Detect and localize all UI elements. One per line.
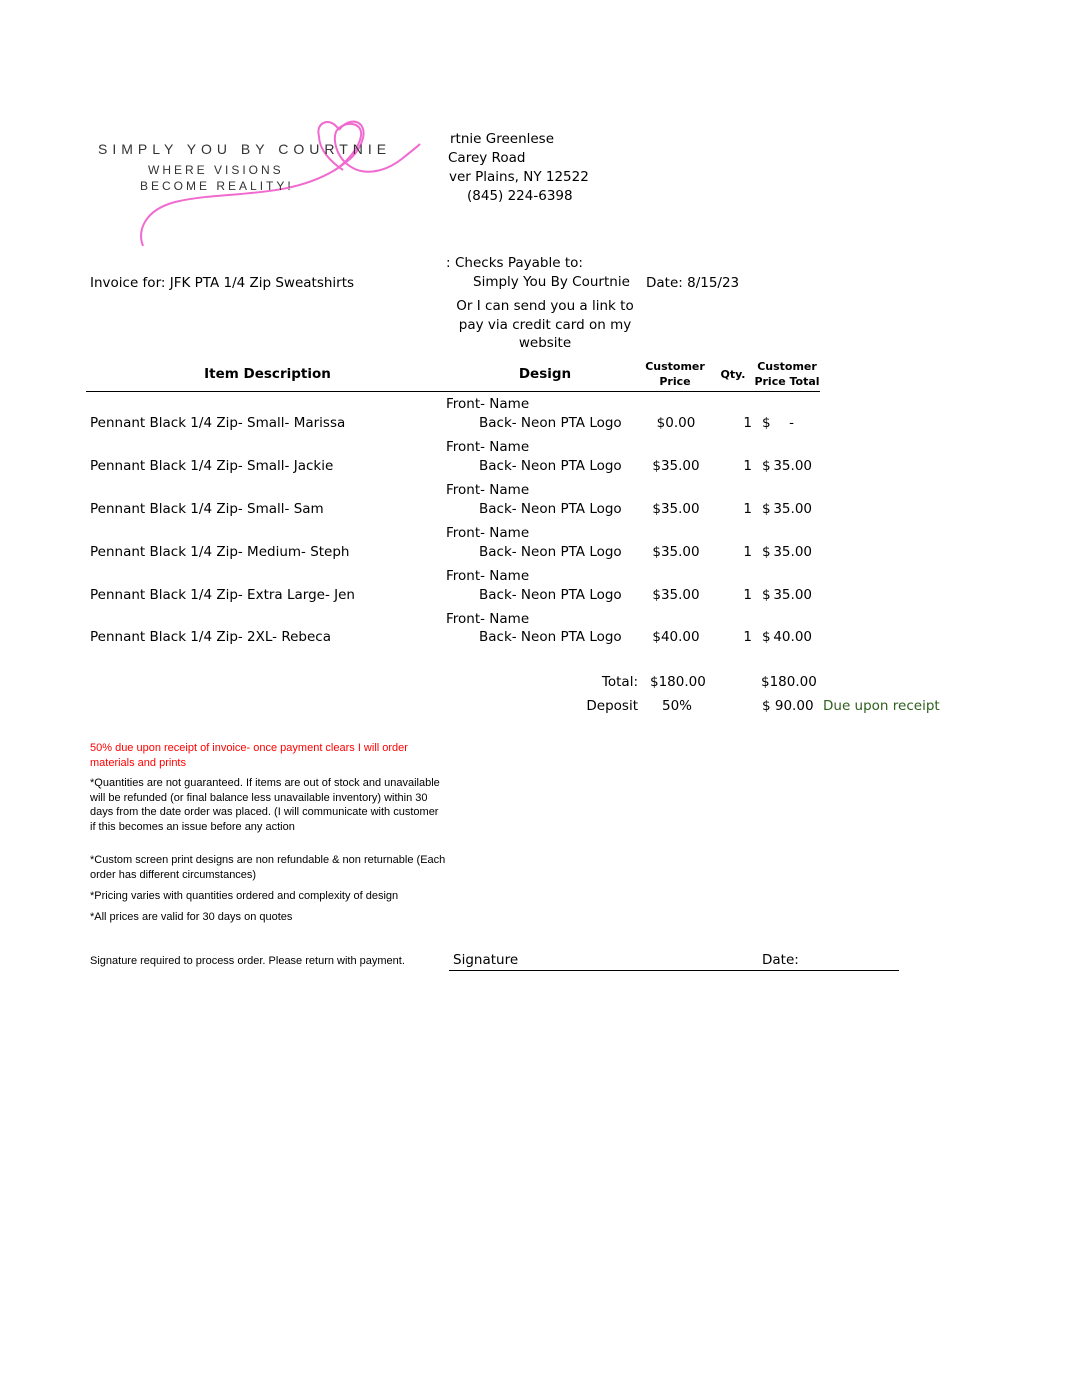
table-row-currency: $ bbox=[762, 629, 771, 645]
checks-label: Checks Payable to: bbox=[455, 255, 583, 271]
table-row-design-back: Back- Neon PTA Logo bbox=[479, 501, 622, 517]
address-block bbox=[450, 131, 650, 211]
table-row-design-front: Front- Name bbox=[446, 611, 530, 627]
checks-payable: : Checks Payable to: bbox=[446, 255, 583, 271]
table-row-design-front: Front- Name bbox=[446, 568, 530, 584]
table-row-item: Pennant Black 1/4 Zip- 2XL- Rebeca bbox=[90, 629, 331, 645]
table-row-currency: $ bbox=[762, 501, 771, 517]
table-row-price: $35.00 bbox=[652, 587, 700, 603]
table-row-total: 35.00 bbox=[773, 458, 812, 474]
deposit-label: Deposit bbox=[586, 698, 638, 714]
total-price: $180.00 bbox=[650, 674, 706, 690]
address-city: ver Plains, NY 12522 bbox=[449, 169, 589, 185]
table-row-item: Pennant Black 1/4 Zip- Small- Marissa bbox=[90, 415, 346, 431]
payee: Simply You By Courtnie bbox=[473, 274, 630, 290]
invoice-date: Date: 8/15/23 bbox=[646, 275, 740, 291]
table-row-price: $35.00 bbox=[652, 458, 700, 474]
table-row-price: $40.00 bbox=[652, 629, 700, 645]
table-row-design-back: Back- Neon PTA Logo bbox=[479, 629, 622, 645]
header-customer-price: Customer Price bbox=[645, 360, 705, 388]
address-name: rtnie Greenlese bbox=[450, 131, 555, 147]
total-sum: $180.00 bbox=[761, 674, 817, 690]
header-divider bbox=[86, 391, 820, 392]
logo-tagline-1: WHERE VISIONS bbox=[148, 163, 284, 177]
table-row-qty: 1 bbox=[743, 544, 752, 560]
table-row-qty: 1 bbox=[743, 587, 752, 603]
table-row-total: 35.00 bbox=[773, 587, 812, 603]
table-row-total: 35.00 bbox=[773, 501, 812, 517]
total-label: Total: bbox=[601, 674, 638, 690]
logo-tagline-2: BECOME REALITY! bbox=[140, 179, 294, 193]
table-row-design-front: Front- Name bbox=[446, 482, 530, 498]
header-item-description: Item Description bbox=[204, 366, 331, 382]
signature-date-label: Date: bbox=[762, 952, 799, 968]
note-quantities: *Quantities are not guaranteed. If items are out of stock and unavailable will be refunded (or final balance less unavailable inventory) within 30 days from the date order was placed. (I will communicate with customer if this becomes an issue before any action bbox=[90, 777, 440, 833]
table-row-design-front: Front- Name bbox=[446, 439, 530, 455]
deposit-amount: $ 90.00 bbox=[762, 698, 814, 714]
table-row-qty: 1 bbox=[743, 458, 752, 474]
table-row-design-back: Back- Neon PTA Logo bbox=[479, 587, 622, 603]
table-row-design-back: Back- Neon PTA Logo bbox=[479, 458, 622, 474]
table-row-item: Pennant Black 1/4 Zip- Small- Sam bbox=[90, 501, 324, 517]
credit-note-2: pay via credit card on my bbox=[458, 317, 632, 333]
due-note: Due upon receipt bbox=[823, 698, 940, 714]
signature-label: Signature bbox=[453, 952, 519, 968]
signature-line[interactable] bbox=[449, 970, 899, 971]
table-row-total: 35.00 bbox=[773, 544, 812, 560]
table-row-qty: 1 bbox=[743, 415, 752, 431]
logo-title: SIMPLY YOU BY COURTNIE bbox=[98, 141, 392, 157]
table-row-total: - bbox=[789, 415, 794, 431]
table-row-price: $0.00 bbox=[656, 415, 696, 431]
address-street: Carey Road bbox=[448, 150, 526, 166]
table-row-currency: $ bbox=[762, 458, 771, 474]
table-row-price: $35.00 bbox=[652, 501, 700, 517]
signature-instruction: Signature required to process order. Please return with payment. bbox=[90, 955, 405, 967]
note-validity: *All prices are valid for 30 days on quotes bbox=[90, 911, 293, 923]
table-row-design-back: Back- Neon PTA Logo bbox=[479, 415, 622, 431]
note-custom-designs: *Custom screen print designs are non refundable & non returnable (Each order has different circumstances) bbox=[90, 854, 446, 881]
address-phone: (845) 224-6398 bbox=[467, 188, 573, 204]
table-row-item: Pennant Black 1/4 Zip- Small- Jackie bbox=[90, 458, 334, 474]
table-row-item: Pennant Black 1/4 Zip- Medium- Steph bbox=[90, 544, 350, 560]
deposit-percent: 50% bbox=[662, 698, 693, 714]
table-row-currency: $ bbox=[762, 587, 771, 603]
credit-note-3: website bbox=[518, 335, 572, 351]
table-row-qty: 1 bbox=[743, 501, 752, 517]
table-row-item: Pennant Black 1/4 Zip- Extra Large- Jen bbox=[90, 587, 355, 603]
header-price-total: Customer Price Total bbox=[754, 360, 820, 388]
table-row-currency: $ bbox=[762, 544, 771, 560]
invoice-for: Invoice for: JFK PTA 1/4 Zip Sweatshirts bbox=[90, 275, 355, 291]
table-row-total: 40.00 bbox=[773, 629, 812, 645]
credit-note-1: Or I can send you a link to bbox=[456, 298, 634, 314]
table-row-price: $35.00 bbox=[652, 544, 700, 560]
table-row-design-back: Back- Neon PTA Logo bbox=[479, 544, 622, 560]
header-design: Design bbox=[518, 366, 572, 382]
table-row-design-front: Front- Name bbox=[446, 396, 530, 412]
table-row-currency: $ bbox=[762, 415, 771, 431]
header-qty: Qty. bbox=[720, 368, 746, 381]
table-row-design-front: Front- Name bbox=[446, 525, 530, 541]
payment-note: 50% due upon receipt of invoice- once payment clears I will order materials and prints bbox=[90, 742, 408, 769]
note-pricing: *Pricing varies with quantities ordered and complexity of design bbox=[90, 890, 399, 902]
table-row-qty: 1 bbox=[743, 629, 752, 645]
